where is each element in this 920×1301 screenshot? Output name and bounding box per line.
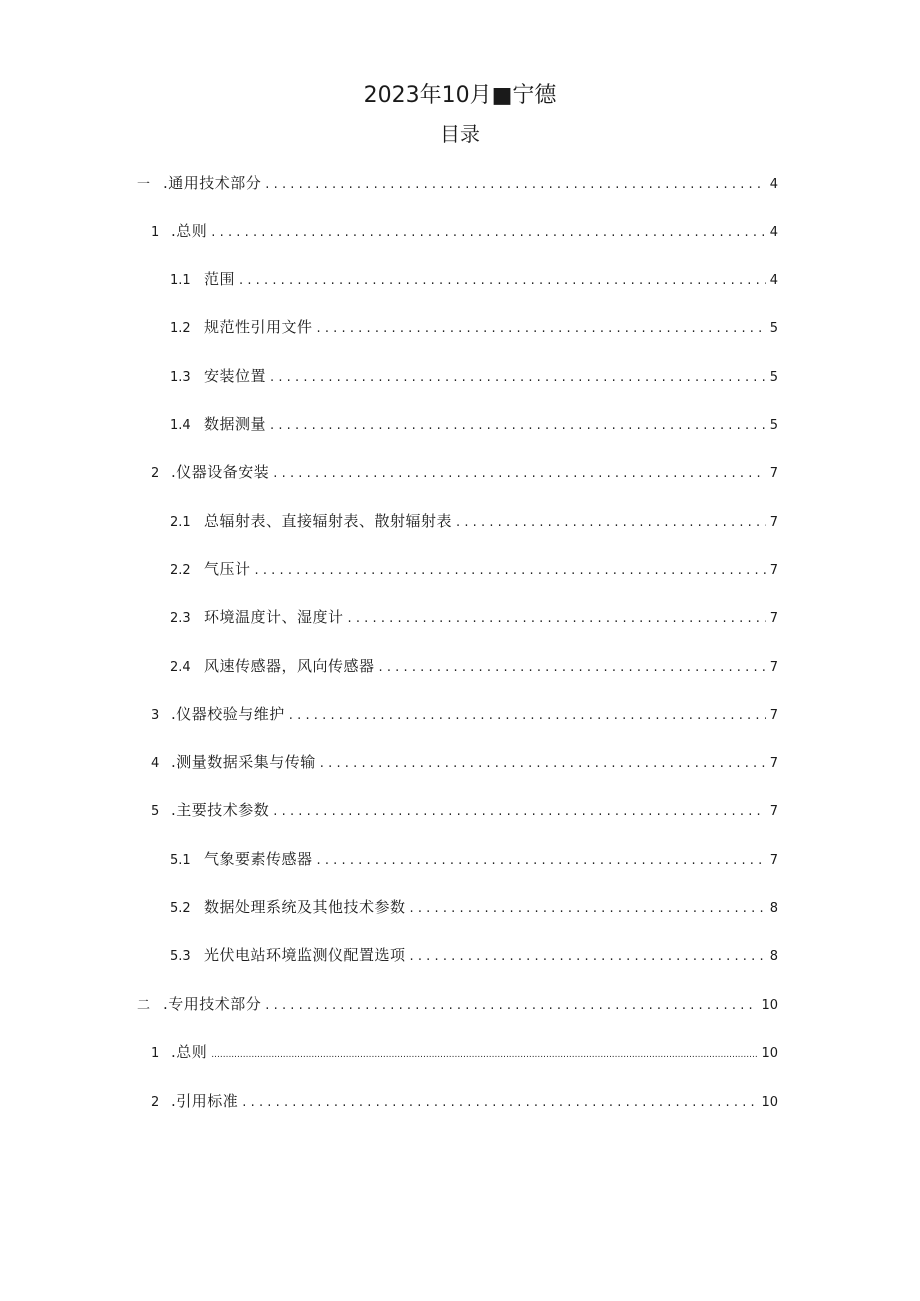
toc-entry-level2[interactable]	[151, 461, 778, 483]
toc-entry-page: 4	[769, 273, 778, 288]
toc-dot-leader	[255, 560, 766, 582]
toc-dot-leader	[317, 850, 766, 872]
toc-entry-text: 气象要素传感器	[204, 850, 313, 868]
toc-entry-text: .通用技术部分	[163, 174, 262, 192]
toc-entry-text: 气压计	[204, 560, 251, 578]
toc-entry-level3[interactable]	[170, 606, 778, 628]
toc-entry-text: 风速传感器，风向传感器	[204, 657, 375, 675]
toc-dot-leader	[265, 174, 765, 196]
toc-dot-leader	[270, 367, 766, 389]
toc-entry-level1[interactable]	[137, 993, 778, 1015]
toc-dot-leader	[273, 463, 765, 485]
toc-entry-level3[interactable]	[170, 413, 778, 435]
toc-entry-number: 2.3	[170, 611, 191, 626]
toc-entry-page: 7	[769, 708, 778, 723]
toc-entry-text: 光伏电站环境监测仪配置选项	[204, 946, 406, 964]
toc-dot-leader	[410, 946, 766, 968]
toc-entry-text: .仪器设备安装	[171, 463, 270, 481]
toc-entry-page: 10	[761, 1046, 778, 1061]
toc-entry-text: .主要技术参数	[171, 801, 270, 819]
toc-entry-level2[interactable]	[151, 751, 778, 773]
toc-entry-page: 10	[761, 998, 778, 1013]
toc-entry-text: 环境温度计、湿度计	[204, 608, 344, 626]
toc-title: 目录	[440, 122, 480, 146]
toc-entry-number: 2.4	[170, 660, 191, 675]
toc-entry-number: 1.2	[170, 321, 191, 336]
toc-entry-level3[interactable]	[170, 655, 778, 677]
toc-entry-level3[interactable]	[170, 848, 778, 870]
toc-entry-text: .专用技术部分	[163, 995, 262, 1013]
toc-entry-text: 总辐射表、直接辐射表、散射辐射表	[204, 512, 453, 530]
toc-entry-page: 7	[769, 853, 778, 868]
toc-entry-text: .仪器校验与维护	[171, 705, 285, 723]
toc-entry-level2[interactable]	[151, 220, 778, 242]
toc-entry-level3[interactable]	[170, 944, 778, 966]
toc-entry-level3[interactable]	[170, 510, 778, 532]
toc-entry-page: 7	[769, 804, 778, 819]
toc-entry-number: 一	[137, 177, 151, 192]
toc-entry-level2[interactable]	[151, 799, 778, 821]
toc-entry-number: 2.1	[170, 515, 191, 530]
toc-entry-text: 数据测量	[204, 415, 267, 433]
toc-entry-page: 7	[769, 563, 778, 578]
toc-dot-leader	[265, 995, 757, 1017]
toc-dot-leader	[273, 801, 765, 823]
toc-entry-level3[interactable]	[170, 268, 778, 290]
toc-entry-level3[interactable]	[170, 558, 778, 580]
toc-dot-leader	[270, 415, 766, 437]
toc-entry-number: 1	[151, 225, 160, 240]
toc-dot-leader	[239, 270, 766, 292]
toc-entry-text: 数据处理系统及其他技术参数	[204, 898, 406, 916]
toc-entry-level3[interactable]	[170, 365, 778, 387]
toc-entry-number: 5.1	[170, 853, 191, 868]
toc-entry-text: .总则	[171, 1043, 208, 1061]
toc-entry-number: 5.2	[170, 901, 191, 916]
toc-entry-number: 2	[151, 1095, 160, 1110]
toc-entry-number: 2	[151, 466, 160, 481]
toc-dot-leader	[348, 608, 766, 630]
toc-dot-leader	[242, 1092, 757, 1114]
toc-dot-leader	[317, 318, 766, 340]
toc-dot-leader	[410, 898, 766, 920]
toc-entry-number: 5	[151, 804, 160, 819]
toc-entry-page: 10	[761, 1095, 778, 1110]
toc-entry-level3[interactable]	[170, 316, 778, 338]
toc-entry-text: .引用标准	[171, 1092, 239, 1110]
toc-entry-number: 1.4	[170, 418, 191, 433]
toc-entry-number: 1	[151, 1046, 160, 1061]
toc-entry-number: 1.3	[170, 370, 191, 385]
toc-entry-page: 7	[769, 660, 778, 675]
toc-entry-level3[interactable]	[170, 896, 778, 918]
toc-entry-page: 5	[769, 418, 778, 433]
toc-dot-leader	[379, 657, 766, 679]
toc-entry-page: 7	[769, 611, 778, 626]
document-header-date-location: 2023年10月■宁德	[363, 83, 557, 108]
toc-entry-page: 5	[769, 321, 778, 336]
toc-dot-leader	[289, 705, 766, 727]
toc-entry-text: 安装位置	[204, 367, 267, 385]
toc-entry-text: 范围	[204, 270, 236, 288]
toc-entry-number: 5.3	[170, 949, 191, 964]
toc-entry-page: 7	[769, 756, 778, 771]
toc-entry-level1[interactable]	[137, 172, 778, 194]
toc-entry-page: 8	[769, 901, 778, 916]
toc-entry-page: 8	[769, 949, 778, 964]
toc-entry-page: 5	[769, 370, 778, 385]
toc-dot-leader	[211, 222, 765, 244]
toc-dot-leader	[456, 512, 766, 534]
toc-entry-text: .测量数据采集与传输	[171, 753, 316, 771]
toc-entry-text: .总则	[171, 222, 208, 240]
toc-entry-page: 4	[769, 177, 778, 192]
toc-entry-level2[interactable]	[151, 1090, 778, 1112]
toc-entry-page: 7	[769, 466, 778, 481]
toc-entry-level2[interactable]	[151, 703, 778, 725]
toc-entry-page: 7	[769, 515, 778, 530]
toc-entry-number: 2.2	[170, 563, 191, 578]
toc-dot-leader	[320, 753, 766, 775]
toc-entry-page: 4	[769, 225, 778, 240]
toc-entry-number: 1.1	[170, 273, 191, 288]
toc-dot-leader	[211, 1044, 757, 1066]
toc-entry-text: 规范性引用文件	[204, 318, 313, 336]
toc-entry-level2[interactable]	[151, 1041, 778, 1063]
toc-entry-number: 3	[151, 708, 160, 723]
toc-entry-number: 4	[151, 756, 160, 771]
toc-entry-number: 二	[137, 998, 151, 1013]
